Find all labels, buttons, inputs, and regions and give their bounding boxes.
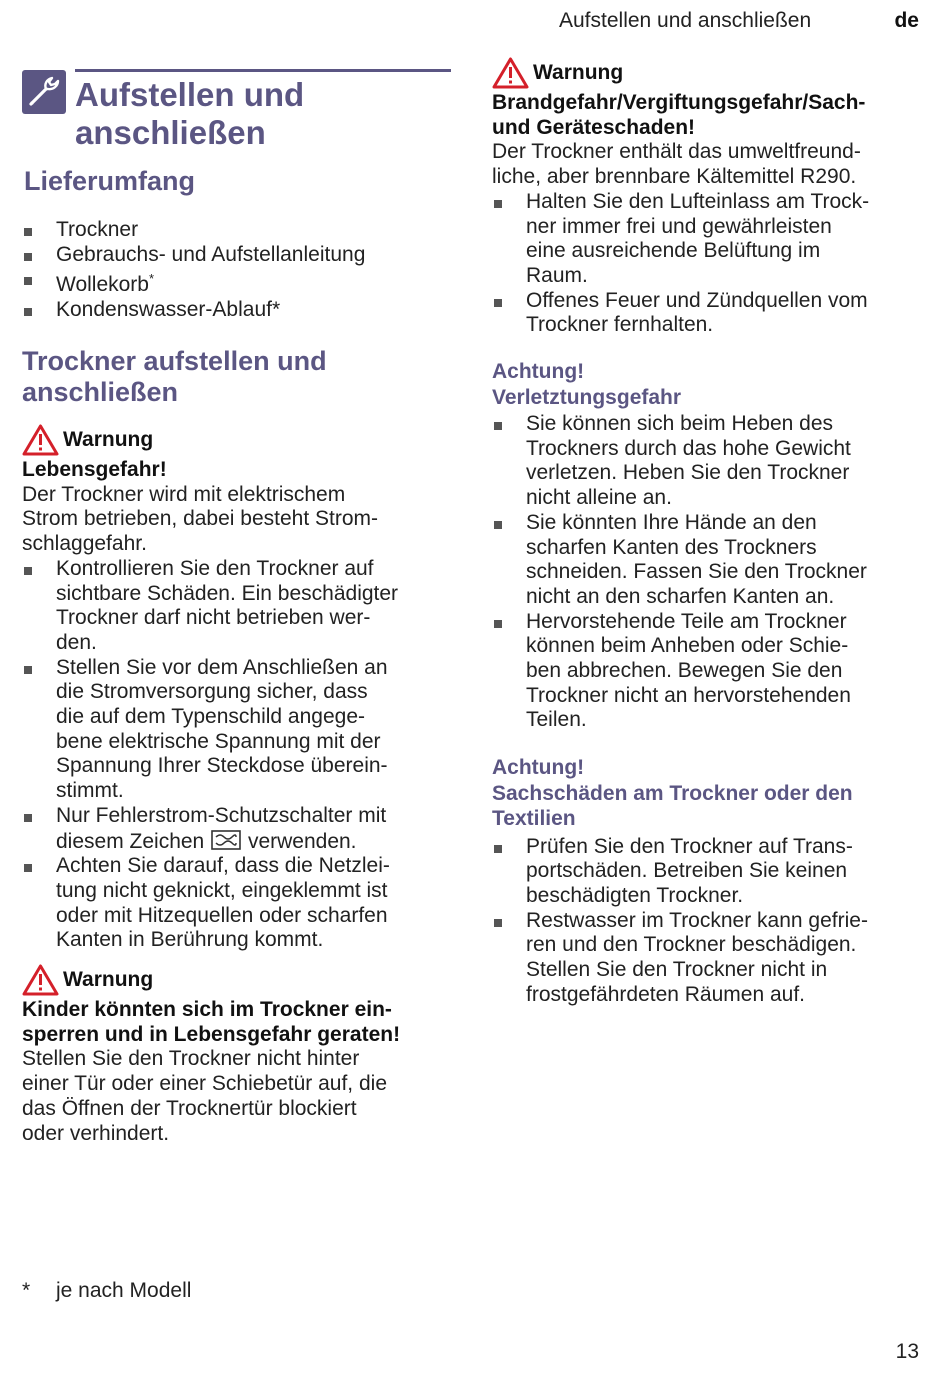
list-item: Offenes Feuer und Zündquellen vom Trockner fernhalten. xyxy=(492,289,922,338)
warning-bullets xyxy=(22,557,452,953)
attention-title: Verletztungsgefahr xyxy=(492,385,682,409)
warning-intro: Der Trockner wird mit elektrischem Strom betrieben, dabei besteht Strom- schlaggefahr. xyxy=(22,482,379,556)
warning-triangle-icon xyxy=(22,964,59,996)
heading-aufstellen: Trockner aufstellen und anschließen xyxy=(22,346,327,407)
fi-switch-symbol-icon xyxy=(210,829,242,851)
warning-block-1 xyxy=(22,424,452,953)
warning-title: Lebensgefahr! xyxy=(22,458,167,481)
list-item: Kondenswasser-Ablauf* xyxy=(22,298,452,323)
warning-block-3 xyxy=(492,57,922,338)
warning-triangle-icon xyxy=(492,57,529,89)
list-item: Gebrauchs- und Aufstellanleitung xyxy=(22,243,452,268)
lieferumfang-list xyxy=(22,218,452,323)
warning-intro: Der Trockner enthält das umweltfreund- liche, aber brennbare Kältemittel R290. xyxy=(492,140,861,189)
attention-bullets xyxy=(492,835,922,1008)
attention-label: Achtung! xyxy=(492,360,585,383)
wrench-icon xyxy=(22,70,66,114)
list-item: Wollekorb* xyxy=(22,267,452,298)
warning-bullets xyxy=(492,190,922,338)
list-item: Sie könnten Ihre Hände an den scharfen Kanten des Trockners schneiden. Fassen Sie den Trockner nicht an den scharfen Kanten an. xyxy=(492,511,922,610)
warning-text: Stellen Sie den Trockner nicht hinter einer Tür oder einer Schiebetür auf, die das Öffnen der Trocknertür blockiert oder verhindert. xyxy=(22,1047,387,1145)
warning-title: Kinder könnten sich im Trockner ein- sperren und in Lebensgefahr geraten! xyxy=(22,998,401,1046)
language-tag: de xyxy=(894,9,919,32)
list-item: Prüfen Sie den Trockner auf Trans- portschäden. Betreiben Sie keinen beschädigten Trockner. xyxy=(492,835,922,909)
list-item: Hervorstehende Teile am Trockner können beim Anheben oder Schie- ben abbrechen. Bewegen Sie den Trockner nicht an hervorstehenden Teilen. xyxy=(492,610,922,734)
warning-label: Warnung xyxy=(22,964,452,996)
attention-bullets xyxy=(492,412,922,733)
attention-block-2 xyxy=(492,755,922,1007)
page-number: 13 xyxy=(895,1340,919,1363)
list-item: Stellen Sie vor dem Anschließen an die Stromversorgung sicher, dass die auf dem Typenschild angege- bene elektrische Spannung mit der Spannung Ihrer Steckdose überein- stimmt. xyxy=(22,656,452,804)
warning-block-2 xyxy=(22,964,452,1146)
warning-label: Warnung xyxy=(492,57,922,89)
attention-title: Sachschäden am Trockner oder den Textilien xyxy=(492,781,853,830)
heading-lieferumfang: Lieferumfang xyxy=(24,166,196,196)
attention-label: Achtung! xyxy=(492,756,585,779)
list-item: Trockner xyxy=(22,218,452,243)
list-item: Achten Sie darauf, dass die Netzlei- tung nicht geknickt, eingeklemmt ist oder mit Hitzequellen oder scharfen Kanten in Berührung kommt. xyxy=(22,854,452,953)
list-item: Restwasser im Trockner kann gefrie- ren und den Trockner beschädigen. Stellen Sie den Trockner nicht in frostgefährdeten Räumen auf. xyxy=(492,909,922,1008)
list-item: Halten Sie den Lufteinlass am Trock- ner immer frei und gewährleisten eine ausreichende Belüftung im Raum. xyxy=(492,190,922,289)
list-item: Kontrollieren Sie den Trockner auf sichtbare Schäden. Ein beschädigter Trockner darf nicht betrieben wer- den. xyxy=(22,557,452,656)
chapter-title: Aufstellen und anschließen xyxy=(75,76,305,151)
warning-triangle-icon xyxy=(22,424,59,456)
list-item: Sie können sich beim Heben des Trockners durch das hohe Gewicht verletzen. Heben Sie den Trockner nicht alleine an. xyxy=(492,412,922,511)
footnote: * je nach Modell xyxy=(22,1279,192,1302)
chapter-rule xyxy=(75,69,451,72)
attention-block-1 xyxy=(492,359,922,733)
running-header-title: Aufstellen und anschließen xyxy=(559,9,812,32)
warning-title: Brandgefahr/Vergiftungsgefahr/Sach- und Geräteschaden! xyxy=(492,91,866,139)
list-item: Nur Fehlerstrom-Schutzschalter mit diesem Zeichen verwenden. xyxy=(22,804,452,854)
warning-label: Warnung xyxy=(22,424,452,456)
